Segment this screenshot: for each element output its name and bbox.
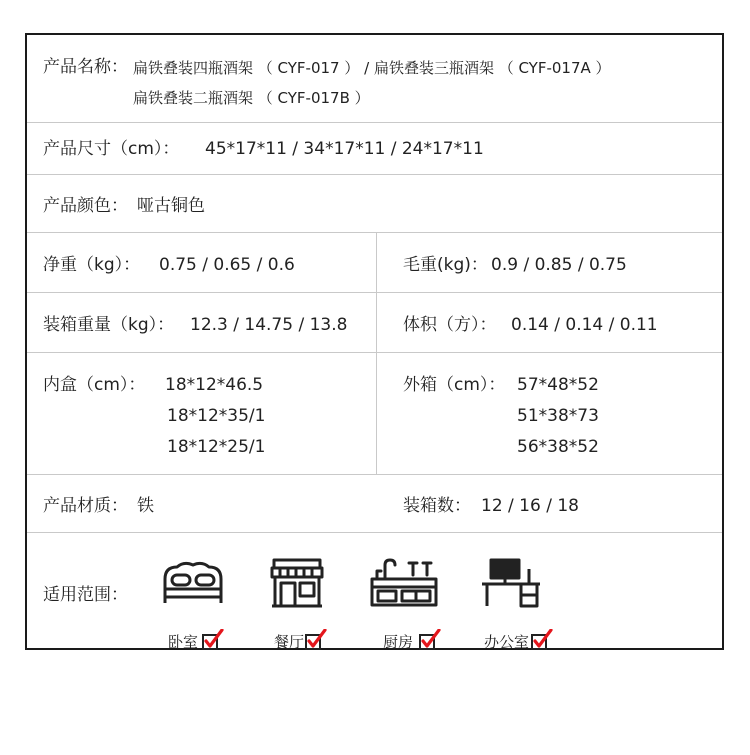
check-icon xyxy=(202,629,224,651)
outer-box-value-3: 56*38*52 xyxy=(517,437,599,457)
bed-icon xyxy=(162,557,224,607)
usage-item-bedroom-label: 卧室 xyxy=(167,633,198,651)
check-icon xyxy=(419,629,441,651)
usage-item-kitchen xyxy=(369,557,443,651)
material-label: 产品材质： xyxy=(43,496,128,516)
kitchen-icon xyxy=(369,557,439,609)
inner-box-label: 内盒（cm）： xyxy=(43,375,146,395)
product-size-values: 45*17*11 / 34*17*11 / 24*17*11 xyxy=(205,139,484,159)
row-box-weight-volume xyxy=(27,293,722,353)
usage-item-office xyxy=(479,557,553,651)
box-weight-label: 装箱重量（kg）： xyxy=(43,315,175,335)
box-count-values: 12 / 16 / 18 xyxy=(481,496,579,516)
row-weights xyxy=(27,233,722,293)
usage-item-dining xyxy=(268,557,342,651)
volume-label: 体积（方）： xyxy=(403,315,497,335)
row-product-color xyxy=(27,175,722,233)
inner-box-value-1: 18*12*46.5 xyxy=(165,375,264,395)
usage-item-office-label: 办公室 xyxy=(483,633,529,651)
box-weight-cell xyxy=(27,293,377,352)
usage-item-kitchen-label: 厨房 xyxy=(382,633,413,651)
row-material-count xyxy=(27,475,722,533)
inner-box-value-3: 18*12*25/1 xyxy=(167,437,266,457)
material-value: 铁 xyxy=(137,496,154,516)
gross-weight-label: 毛重(kg)： xyxy=(403,255,488,275)
outer-box-label: 外箱（cm）： xyxy=(403,375,506,395)
outer-box-value-2: 51*38*73 xyxy=(517,406,599,426)
row-product-name xyxy=(27,35,722,123)
gross-weight-cell xyxy=(377,233,722,292)
gross-weight-values: 0.9 / 0.85 / 0.75 xyxy=(491,255,627,275)
check-icon xyxy=(305,629,327,651)
usage-label: 适用范围： xyxy=(43,585,128,605)
product-size-label: 产品尺寸（cm）： xyxy=(43,139,180,159)
storefront-icon xyxy=(268,557,326,609)
inner-box-value-2: 18*12*35/1 xyxy=(167,406,266,426)
outer-box-value-1: 57*48*52 xyxy=(517,375,599,395)
outer-box-cell xyxy=(377,353,722,474)
product-color-value: 哑古铜色 xyxy=(137,196,205,216)
row-box-dimensions xyxy=(27,353,722,475)
net-weight-label: 净重（kg）： xyxy=(43,255,141,275)
net-weight-cell xyxy=(27,233,377,292)
row-usage xyxy=(27,533,722,650)
product-name-line2: 扁铁叠装二瓶酒架 （ CYF-017B ） xyxy=(133,89,370,107)
volume-values: 0.14 / 0.14 / 0.11 xyxy=(511,315,658,335)
spec-sheet xyxy=(25,33,724,650)
row-product-size xyxy=(27,123,722,175)
volume-cell xyxy=(377,293,722,352)
product-name-line1: 扁铁叠装四瓶酒架 （ CYF-017 ） / 扁铁叠装三瓶酒架 （ CYF-017A ） xyxy=(133,59,611,77)
product-color-label: 产品颜色： xyxy=(43,196,128,216)
product-name-label: 产品名称： xyxy=(43,57,128,77)
usage-item-bedroom xyxy=(162,557,236,651)
usage-item-dining-label: 餐厅 xyxy=(273,633,304,651)
net-weight-values: 0.75 / 0.65 / 0.6 xyxy=(159,255,295,275)
office-desk-icon xyxy=(479,557,543,609)
box-weight-values: 12.3 / 14.75 / 13.8 xyxy=(190,315,348,335)
check-icon xyxy=(531,629,553,651)
box-count-label: 装箱数： xyxy=(403,496,471,516)
inner-box-cell xyxy=(27,353,377,474)
